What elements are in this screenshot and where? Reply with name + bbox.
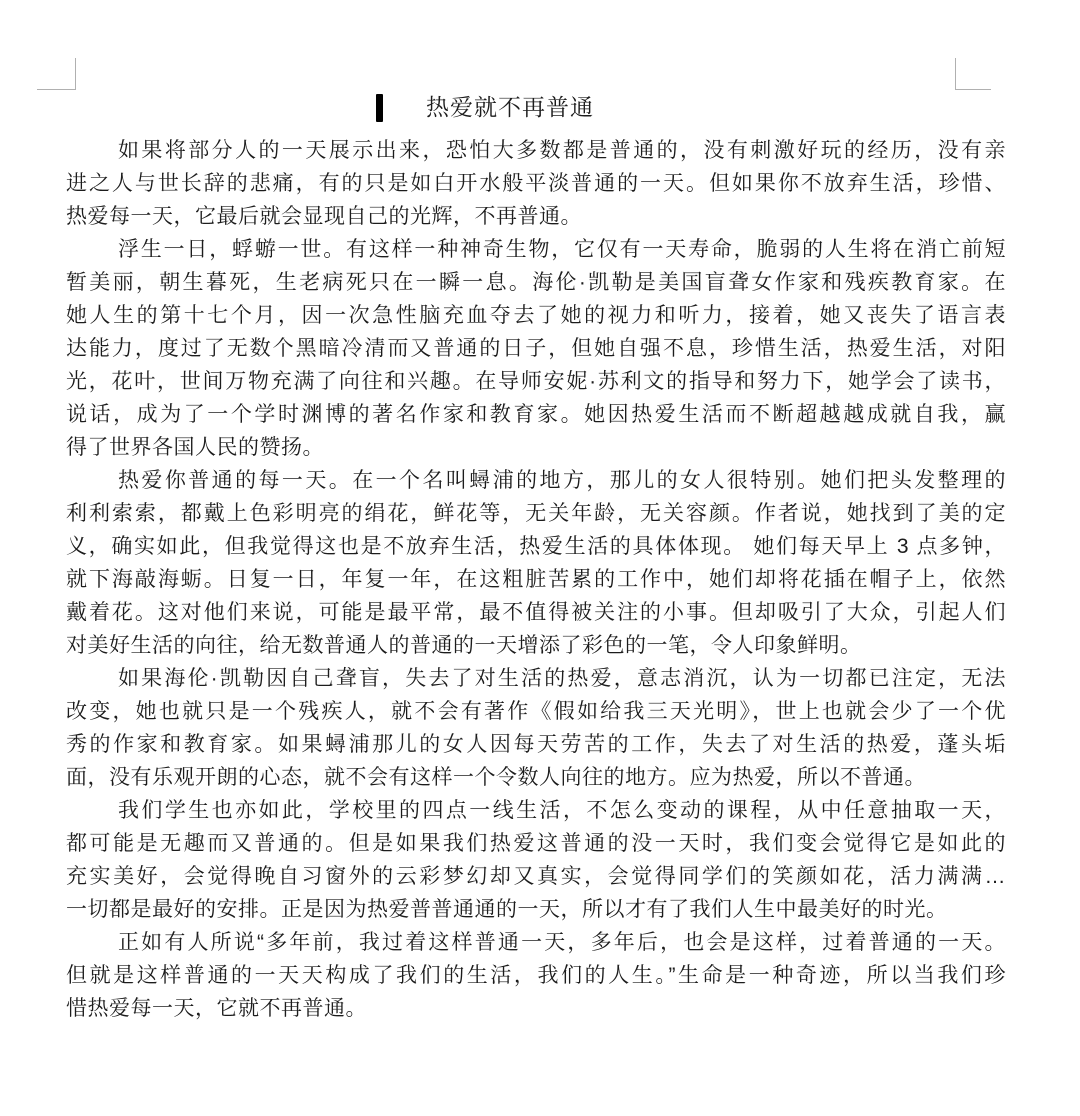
text-line[interactable]: 充实美好，会觉得晚自习窗外的云彩梦幻却又真实，会觉得同学们的笑颜如花，活力满满… — [66, 865, 1006, 888]
paragraph — [66, 134, 1006, 233]
text-line[interactable]: 热爱你普通的每一天。在一个名叫蟳浦的地方，那儿的女人很特别。她们把头发整理的 — [118, 469, 1006, 492]
text-boundary-mark-top-left-icon — [37, 58, 76, 90]
text-boundary-mark-top-right-icon — [955, 58, 991, 90]
text-line[interactable]: 秀的作家和教育家。如果蟳浦那儿的女人因每天劳苦的工作，失去了对生活的热爱，蓬头垢 — [66, 733, 1006, 756]
text-line[interactable]: 但就是这样普通的一天天构成了我们的生活，我们的人生。”生命是一种奇迹，所以当我们珍 — [66, 964, 1006, 987]
document-content — [66, 92, 1006, 1025]
text-line[interactable]: 一切都是最好的安排。正是因为热爱普普通通的一天，所以才有了我们人生中最美好的时光。 — [66, 898, 948, 921]
text-line[interactable]: 利利索索，都戴上色彩明亮的绢花，鲜花等，无关年龄，无关容颜。作者说，她找到了美的定 — [66, 502, 1006, 525]
text-line[interactable]: 面，没有乐观开朗的心态，就不会有这样一个令数人向往的地方。应为热爱，所以不普通。 — [66, 766, 926, 789]
text-line[interactable]: 说话，成为了一个学时渊博的著名作家和教育家。她因热爱生活而不断超越越成就自我，赢 — [66, 403, 1006, 426]
text-line[interactable]: 浮生一日，蜉蝣一世。有这样一种神奇生物，它仅有一天寿命，脆弱的人生将在消亡前短 — [118, 238, 1006, 261]
text-line[interactable]: 达能力，度过了无数个黑暗冷清而又普通的日子，但她自强不息，珍惜生活，热爱生活，对阳 — [66, 337, 1006, 360]
text-line[interactable]: 义，确实如此，但我觉得这也是不放弃生活，热爱生活的具体体现。 她们每天早上 3 点多钟， — [66, 535, 1006, 558]
document-title[interactable]: 热爱就不再普通 — [426, 94, 594, 120]
text-line[interactable]: 对美好生活的向往，给无数普通人的普通的一天增添了彩色的一笔，令人印象鲜明。 — [66, 634, 862, 657]
paragraph — [66, 926, 1006, 1025]
text-line[interactable]: 进之人与世长辞的悲痛，有的只是如白开水般平淡普通的一天。但如果你不放弃生活，珍惜、 — [66, 172, 1006, 195]
text-line[interactable]: 就下海敲海蛎。日复一日，年复一年，在这粗脏苦累的工作中，她们却将花插在帽子上，依然 — [66, 568, 1006, 591]
text-line[interactable]: 热爱每一天，它最后就会显现自己的光辉，不再普通。 — [66, 205, 582, 228]
text-line[interactable]: 惜热爱每一天，它就不再普通。 — [66, 997, 367, 1020]
document-body[interactable] — [66, 134, 1006, 1025]
text-line[interactable]: 我们学生也亦如此，学校里的四点一线生活，不怎么变动的课程，从中任意抽取一天， — [118, 799, 1006, 822]
text-line[interactable]: 暂美丽，朝生暮死，生老病死只在一瞬一息。海伦·凯勒是美国盲聋女作家和残疾教育家。在 — [66, 271, 1006, 294]
text-line[interactable]: 光，花叶，世间万物充满了向往和兴趣。在导师安妮·苏利文的指导和努力下，她学会了读书， — [66, 370, 1006, 393]
text-line[interactable]: 正如有人所说“多年前，我过着这样普通一天，多年后，也会是这样，过着普通的一天。 — [118, 931, 1006, 954]
text-line[interactable]: 都可能是无趣而又普通的。但是如果我们热爱这普通的没一天时，我们变会觉得它是如此的 — [66, 832, 1006, 855]
text-line[interactable]: 她人生的第十七个月，因一次急性脑充血夺去了她的视力和听力，接着，她又丧失了语言表 — [66, 304, 1006, 327]
text-line[interactable]: 戴着花。这对他们来说，可能是最平常，最不值得被关注的小事。但却吸引了大众，引起人们 — [66, 601, 1006, 624]
text-line[interactable]: 改变，她也就只是一个残疾人，就不会有著作《假如给我三天光明》，世上也就会少了一个优 — [66, 700, 1006, 723]
text-line[interactable]: 如果将部分人的一天展示出来，恐怕大多数都是普通的，没有刺激好玩的经历，没有亲 — [118, 139, 1006, 162]
paragraph — [66, 464, 1006, 662]
paragraph — [66, 662, 1006, 794]
paragraph — [66, 794, 1006, 926]
title-line — [66, 92, 1006, 134]
text-cursor-icon[interactable] — [376, 94, 383, 122]
text-line[interactable]: 得了世界各国人民的赞扬。 — [66, 436, 324, 459]
paragraph — [66, 233, 1006, 464]
text-line[interactable]: 如果海伦·凯勒因自己聋盲，失去了对生活的热爱，意志消沉，认为一切都已注定，无法 — [118, 667, 1006, 690]
